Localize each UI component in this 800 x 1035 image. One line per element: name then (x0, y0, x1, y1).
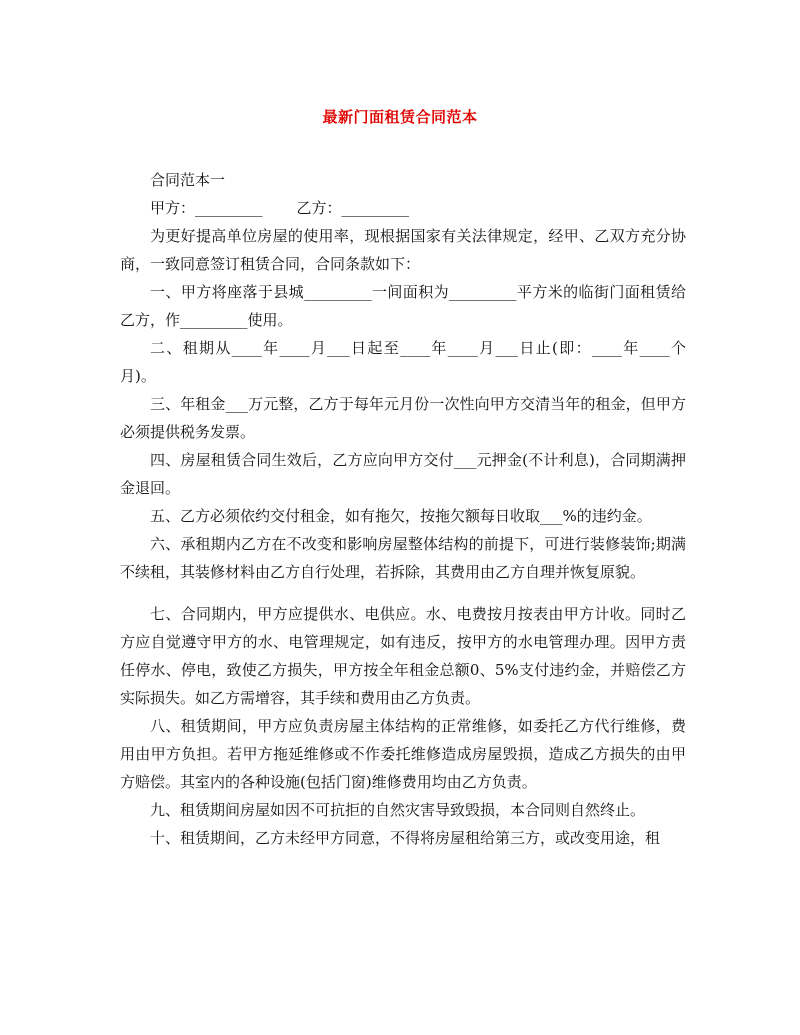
document-body (120, 166, 686, 852)
paragraph-intro: 为更好提高单位房屋的使用率，现根据国家有关法律规定，经甲、乙双方充分协商，一致同意签订租赁合同，合同条款如下： (120, 227, 686, 273)
party-b-field: 乙方：_________ (296, 199, 410, 217)
document-title: 最新门面租赁合同范本 (322, 108, 478, 126)
clause-8: 八、租赁期间，甲方应负责房屋主体结构的正常维修，如委托乙方代行维修，费用由甲方负担。若甲方拖延维修或不作委托维修造成房屋毁损，造成乙方损失的由甲方赔偿。其室内的各种设施(包括门窗)维修费用均由乙方负责。 (120, 717, 686, 791)
party-a-field: 甲方：_________ (150, 199, 263, 217)
clause-3: 三、年租金___万元整，乙方于每年元月份一次性向甲方交清当年的租金，但甲方必须提供税务发票。 (120, 395, 686, 441)
parties-line (120, 194, 686, 222)
clause-5: 五、乙方必须依约交付租金，如有拖欠，按拖欠额每日收取___%的违约金。 (150, 507, 652, 525)
clause-4: 四、房屋租赁合同生效后，乙方应向甲方交付___元押金(不计利息)，合同期满押金退回。 (120, 451, 686, 497)
clause-1: 一、甲方将座落于县城_________一间面积为_________平方米的临街门面租赁给乙方，作_________使用。 (120, 283, 686, 329)
clause-6: 六、承租期内乙方在不改变和影响房屋整体结构的前提下，可进行装修装饰;期满不续租，其装修材料由乙方自行处理，若拆除，其费用由乙方自理并恢复原貌。 (120, 535, 686, 581)
clause-9: 九、租赁期间房屋如因不可抗拒的自然灾害导致毁损，本合同则自然终止。 (150, 801, 646, 819)
clause-10: 十、租赁期间，乙方未经甲方同意，不得将房屋租给第三方，或改变用途，租 (150, 829, 661, 847)
clause-2: 二、租期从____年____月___日起至____年____月___日止(即：____年____个月)。 (120, 339, 686, 385)
clause-7: 七、合同期内，甲方应提供水、电供应。水、电费按月按表由甲方计收。同时乙方应自觉遵守甲方的水、电管理规定，如有违反，按甲方的水电管理办理。因甲方责任停水、停电，致使乙方损失，甲方按全年租金总额0、5%支付违约金，并赔偿乙方实际损失。如乙方需增容，其手续和费用由乙方负责。 (120, 605, 686, 707)
contract-subtitle: 合同范本一 (150, 171, 226, 189)
